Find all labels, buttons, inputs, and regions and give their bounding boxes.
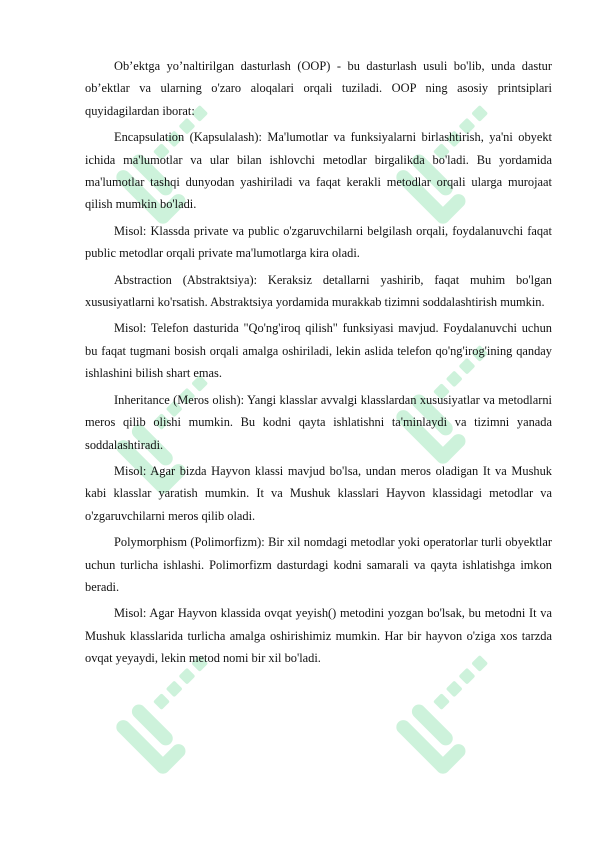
paragraph-inheritance: Inheritance (Meros olish): Yangi klasslar avvalgi klasslardan xususiyatlar va metodlarni meros qilib olishi mumkin. Bu kodni qayta ishlatishni ta'minlaydi va tizimni yanada soddalashtiradi. xyxy=(85,392,552,452)
document-body xyxy=(85,55,552,674)
paragraph-polymorphism-example: Misol: Agar Hayvon klassida ovqat yeyish() metodini yozgan bo'lsak, bu metodni It va Mushuk klasslarida turlicha amalga oshirishimiz mumkin. Har bir hayvon o'ziga xos tarzda ovqat yeyaydi, lekin metod nomi bir xil bo'ladi. xyxy=(85,606,552,666)
paragraph-encapsulation: Encapsulation (Kapsulalash): Ma'lumotlar va funksiyalarni birlashtirish, ya'ni obyekt ichida ma'lumotlar va ular bilan ishlovchi metodlar birgalikda bo'ladi. Bu yordamida ma'lumotlar tashqi dunyodan yashiriladi va faqat kerakli metodlar orqali ularga murojaat qilish mumkin bo'ladi. xyxy=(85,130,552,212)
paragraph-inheritance-example: Misol: Agar bizda Hayvon klassi mavjud bo'lsa, undan meros oladigan It va Mushuk kabi klasslar yaratish mumkin. It va Mushuk klasslari Hayvon klassidagi metodlar va o'zgaruvchilarni meros qilib oladi. xyxy=(85,463,552,523)
paragraph-oop-intro: Ob’ektga yo’naltirilgan dasturlash (OOP) - bu dasturlash usuli bo'lib, unda dastur ob’ektlar va ularning o'zaro aloqalari orqali tuziladi. OOP ning asosiy printsiplari quyidagilardan iborat: xyxy=(85,59,552,118)
paragraph-abstraction-example: Misol: Telefon dasturida "Qo'ng'iroq qilish" funksiyasi mavjud. Foydalanuvchi uchun bu faqat tugmani bosish orqali amalga oshiriladi, lekin aslida telefon qo'ng'irog'ining qanday ishlashini bilish shart emas. xyxy=(85,321,552,381)
paragraph-polymorphism: Polymorphism (Polimorfizm): Bir xil nomdagi metodlar yoki operatorlar turli obyektlar uchun turlicha ishlashi. Polimorfizm dasturdagi kodni samarali va qayta ishlatishga imkon beradi. xyxy=(85,535,552,594)
paragraph-abstraction: Abstraction (Abstraktsiya): Keraksiz detallarni yashirib, faqat muhim bo'lgan xususiyatlarni ko'rsatish. Abstraktsiya yordamida murakkab tizimni soddalashtirish mumkin. xyxy=(85,272,552,310)
paragraph-encapsulation-example: Misol: Klassda private va public o'zgaruvchilarni belgilash orqali, foydalanuvchi faqat public metodlar orqali private ma'lumotlarga kira oladi. xyxy=(85,223,552,261)
